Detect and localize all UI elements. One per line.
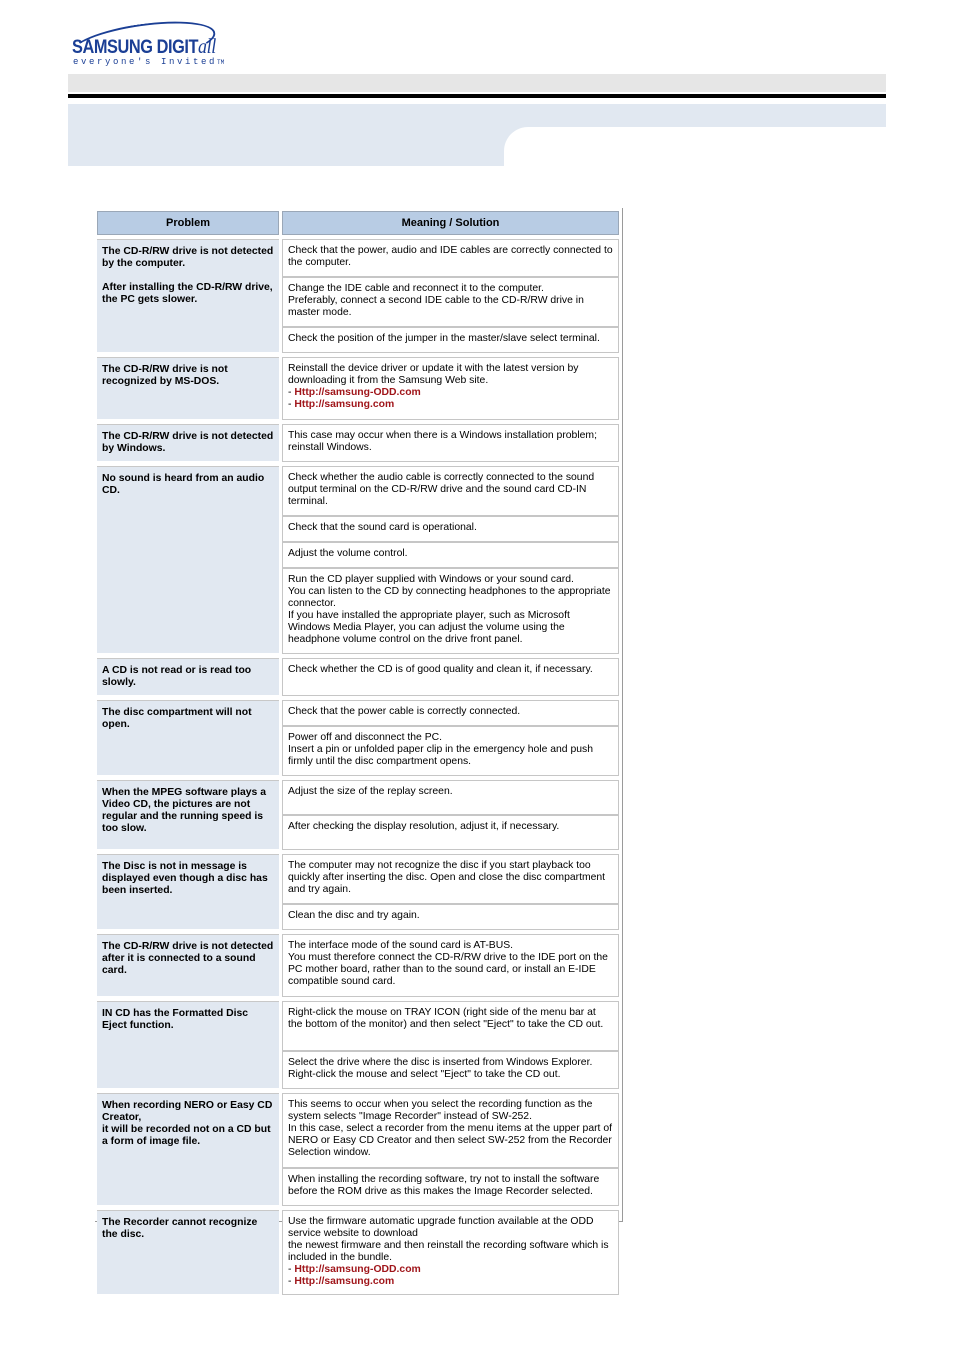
samsung-website-link[interactable]: Http://samsung.com [294,399,395,410]
link-line: - Http://samsung-ODD.com [288,1264,421,1275]
column-header-solution: Meaning / Solution [282,211,619,235]
link-line: - Http://samsung-ODD.com [288,387,421,398]
problem-text: it will be recorded not on a CD but a form of image file. [102,1124,271,1147]
table-row [97,934,619,997]
solution-text: Power off and disconnect the PC. [288,732,443,743]
problem-cell [97,1210,279,1295]
problem-cell [97,700,279,776]
problem-text: The CD-R/RW drive is not detected by the computer. [102,246,274,269]
problem-cell [97,357,279,420]
solution-text: The interface mode of the sound card is AT-BUS. [288,940,514,951]
solution-text: The computer may not recognize the disc if you start playback too quickly after inserting the disc. Open and close the disc compartment and try again. [288,860,606,895]
solution-cell [282,1168,619,1206]
problem-cell [97,466,279,654]
solution-cell [282,466,619,516]
solution-cell [282,516,619,542]
solution-cell [282,726,619,776]
troubleshooting-table [97,211,619,1295]
solution-cell [282,815,619,850]
samsung-website-link[interactable]: Http://samsung-ODD.com [294,387,421,398]
solution-cell [282,854,619,904]
problem-text: When recording NERO or Easy CD Creator, [102,1100,273,1123]
solution-text: Adjust the size of the replay screen. [288,786,453,797]
solution-text: Reinstall the device driver or update it with the latest version by downloading it from the Samsung Web site. [288,363,579,386]
solution-text: Check whether the CD is of good quality and clean it, if necessary. [288,664,593,675]
problem-text: The disc compartment will not open. [102,707,252,730]
samsung-website-link[interactable]: Http://samsung.com [294,1276,395,1287]
solution-cell [282,1001,619,1051]
solution-cell [282,658,619,696]
solution-text: You can listen to the CD by connecting headphones to the appropriate connector. [288,586,611,609]
problem-cell [97,239,279,353]
solution-cell [282,904,619,930]
solution-text: You must therefore connect the CD-R/RW drive to the IDE port on the PC mother board, rather than to the sound card, or install an E-IDE compatible sound card. [288,952,608,987]
logo-wordmark: SAMSUNG DIGITall [72,34,216,58]
problem-text: IN CD has the Formatted Disc Eject function. [102,1008,249,1031]
table-row [97,466,619,516]
solution-text: Preferably, connect a second IDE cable to the CD-R/RW drive in master mode. [288,295,584,318]
problem-text: No sound is heard from an audio CD. [102,473,265,496]
solution-cell [282,700,619,726]
table-row [97,780,619,815]
problem-cell [97,658,279,696]
table-row [97,854,619,904]
solution-text: Check that the power cable is correctly connected. [288,706,521,717]
samsung-digitall-logo[interactable] [70,24,225,70]
table-row [97,1210,619,1295]
table-row [97,424,619,462]
solution-cell [282,327,619,353]
solution-text: After checking the display resolution, adjust it, if necessary. [288,821,560,832]
problem-text: The Disc is not in message is displayed even though a disc has been inserted. [102,861,268,896]
problem-text: The Recorder cannot recognize the disc. [102,1217,258,1240]
solution-text: If you have installed the appropriate player, such as Microsoft Windows Media Player, you can adjust the volume using the headphone volume control on the drive front panel. [288,610,570,645]
table-row [97,1001,619,1051]
problem-cell [97,1001,279,1089]
solution-text: This seems to occur when you select the recording function as the system selects "Image Recorder" instead of SW-252. [288,1099,593,1122]
solution-text: Right-click the mouse on TRAY ICON (right side of the menu bar at the bottom of the monitor) and then select "Eject" to take the CD out. [288,1007,604,1030]
link-line: - Http://samsung.com [288,399,395,410]
solution-text: Use the firmware automatic upgrade function available at the ODD service website to download [288,1216,594,1239]
table-row [97,700,619,726]
problem-cell [97,854,279,930]
solution-cell [282,357,619,420]
table-row [97,658,619,696]
header-grey-bar [68,74,886,92]
solution-text: Right-click the mouse and select "Eject" to take the CD out. [288,1069,561,1080]
solution-text: Change the IDE cable and reconnect it to the computer. [288,283,544,294]
problem-cell [97,1093,279,1206]
title-band [68,104,886,166]
solution-cell [282,239,619,277]
problem-text: The CD-R/RW drive is not recognized by MS-DOS. [102,364,228,387]
solution-cell [282,780,619,815]
solution-text: Check whether the audio cable is correctly connected to the sound output terminal on the CD-R/RW drive and the sound card CD-IN terminal. [288,472,595,507]
solution-text: the newest firmware and then reinstall the recording software which is included in the bundle. [288,1240,609,1263]
solution-text: Check the position of the jumper in the master/slave select terminal. [288,333,600,344]
logo-tagline: everyone's InvitedTM [73,57,225,67]
table-row [97,1093,619,1168]
solution-cell [282,568,619,654]
problem-text: After installing the CD-R/RW drive, the PC gets slower. [102,282,273,305]
troubleshooting-table-frame [95,208,623,1287]
link-line: - Http://samsung.com [288,1276,395,1287]
problem-text: The CD-R/RW drive is not detected by Windows. [102,431,274,454]
problem-cell [97,934,279,997]
solution-text: Run the CD player supplied with Windows or your sound card. [288,574,574,585]
solution-text: In this case, select a recorder from the menu items at the upper part of NERO or Easy CD Creator and then select SW-252 from the Recorder Selection window. [288,1123,612,1158]
solution-cell [282,1051,619,1089]
solution-cell [282,277,619,327]
samsung-website-link[interactable]: Http://samsung-ODD.com [294,1264,421,1275]
solution-cell [282,542,619,568]
problem-cell [97,424,279,462]
solution-text: Check that the power, audio and IDE cables are correctly connected to the computer. [288,245,613,268]
solution-text: Check that the sound card is operational. [288,522,477,533]
solution-text: Clean the disc and try again. [288,910,420,921]
solution-cell [282,1093,619,1168]
solution-cell [282,934,619,997]
table-row [97,357,619,420]
solution-cell [282,1210,619,1295]
solution-text: Insert a pin or unfolded paper clip in the emergency hole and push firmly until the disc compartment opens. [288,744,593,767]
solution-text: Adjust the volume control. [288,548,408,559]
problem-cell [97,780,279,850]
problem-text: A CD is not read or is read too slowly. [102,665,252,688]
solution-cell [282,424,619,462]
column-header-problem: Problem [97,211,279,235]
table-row [97,239,619,277]
solution-text: This case may occur when there is a Windows installation problem; reinstall Windows. [288,430,597,453]
problem-text: The CD-R/RW drive is not detected after it is connected to a sound card. [102,941,274,976]
solution-text: When installing the recording software, try not to install the software before the ROM drive as this makes the Image Recorder selected. [288,1174,600,1197]
solution-text: Select the drive where the disc is inserted from Windows Explorer. [288,1057,593,1068]
header-divider [68,94,886,98]
problem-text: When the MPEG software plays a Video CD, the pictures are not regular and the running speed is too slow. [102,787,266,834]
